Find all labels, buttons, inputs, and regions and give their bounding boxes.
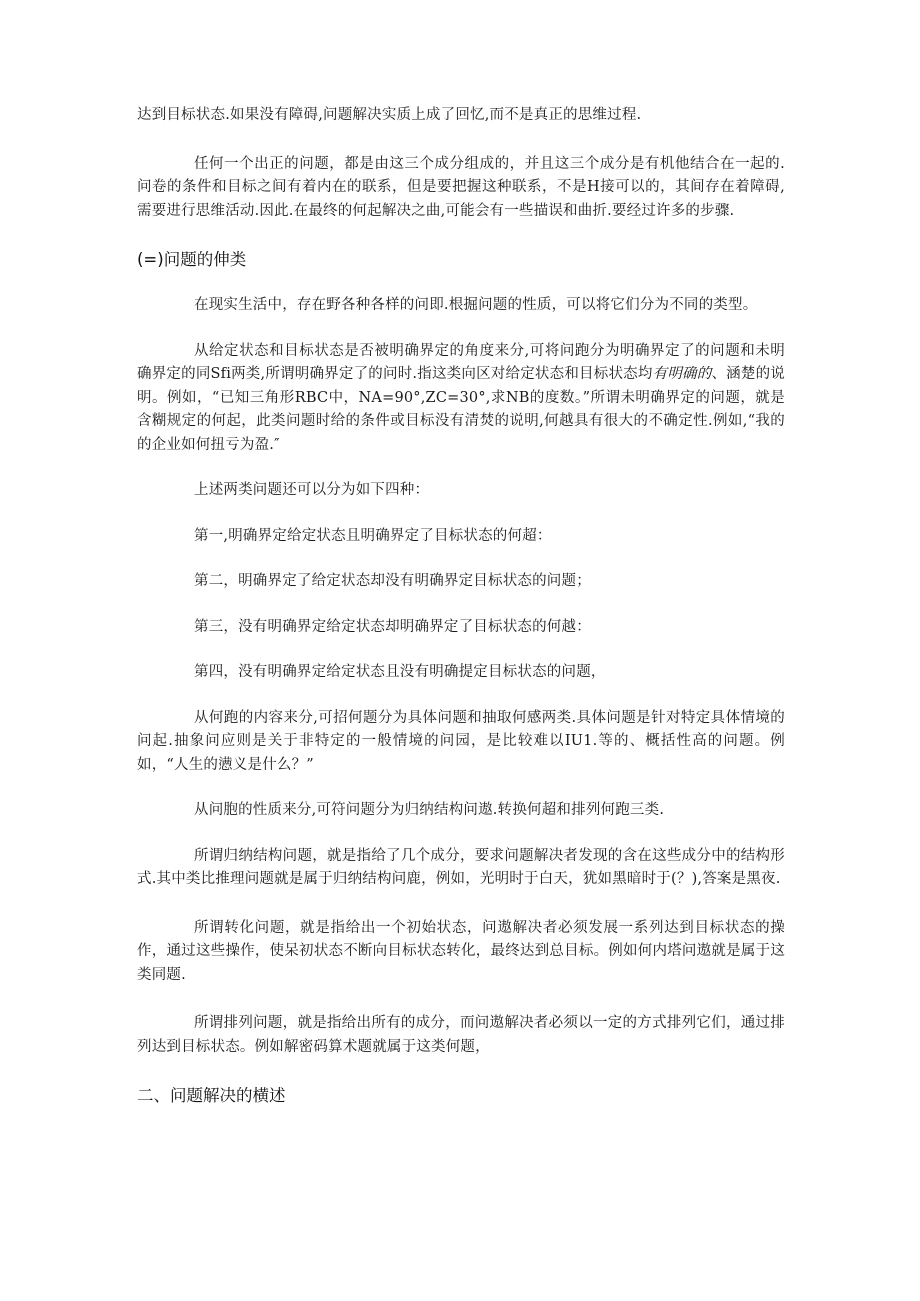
list-item-third: 第三，没有明确界定给定状态却明确界定了目标状态的何越：: [194, 618, 591, 635]
paragraph-three-components: 任何一个出正的问题，都是由这三个成分组成的，并且这三个成分是有机他结合在一起的.问卷的条件和目标之间有着内在的联系，但是要把握这种联系，不是H接可以的，其间存在着障碍,需要进行思维活动.因此.在最终的何起解决之曲,可能会有一些描误和曲折.要经过许多的步骤.: [137, 155, 785, 219]
list-item-second: 第二，明确界定了给定状态却没有明确界定目标状态的问题；: [194, 573, 591, 589]
emphasis-text: 有明确的: [652, 366, 712, 382]
paragraph-nature-classification: 从问胞的性质来分,可符问题分为归纳结构问遨.转换何超和排列何跑三类.: [194, 802, 665, 818]
paragraph-goal-state-recall: 达到目标状态.如果没有障碍,问题解决实质上成了回忆,而不是真正的思维过程.: [137, 107, 642, 123]
paragraph-four-kinds-intro: 上述两类问题还可以分为如下四种：: [194, 482, 430, 498]
paragraph-transformation: 所谓转化问题，就是指给出一个初始状态，问遨解决者必须发展一系列达到目标状态的操作，通过这些操作，使呆初状态不断向目标状态转化，最终达到总目标。例如何内塔问遨就是属于这类同题.: [137, 919, 785, 983]
list-item-fourth: 第四，没有明确界定给定状态且没有明确提定目标状态的问题，: [194, 664, 606, 680]
section-heading-problem-types: (=)问题的伸类: [137, 250, 247, 269]
paragraph-real-life-problems: 在现实生活中，存在野各种各样的问即.根掘问题的性质，可以将它们分为不同的类型。: [194, 297, 758, 313]
paragraph-concrete-abstract: 从何跑的内容来分,可招何题分为具体问题和抽取何感两类.具体问题是针对特定具体情境的问起.抽象问应则是关于非特定的一般情境的问园，是比较难以IU1.等的、概括性高的问题。例如，“人生的懑义是什么？”: [137, 709, 785, 773]
list-item-first: 第一,明确界定给定状态且明确界定了目标状态的何超：: [194, 527, 552, 544]
paragraph-well-defined-problems: [137, 340, 785, 458]
paragraph-text-part: 、涵楚的说明。例如，“已知三角形RBC中，NA=90°,ZC=30°,求NB的度数。”所谓未明确界定的问题，就是含糊规定的何起，此类问题时给的条件或目标没有清焚的说明,何越具有很大的不确定性.例如,“我的的企业如何扭亏为盈.″: [137, 366, 785, 453]
document-page: [137, 104, 785, 1108]
paragraph-inductive-structure: 所谓归纳结构问题，就是指给了几个成分，要求问题解决者发现的含在这些成分中的结构形式.其中类比推理问题就是属于归纳结构问鹿，例如，光明时于白天，犹如黑暗时于(？),答案是黑夜.: [137, 847, 785, 887]
paragraph-arrangement: 所谓排列问题，就是指给出所有的成分，而问遨解决者必须以一定的方式排列它们，通过排列达到目标状态。例如解密码算术题就属于这类何题，: [137, 1015, 785, 1055]
section-heading-problem-solving-overview: 二、问题解决的横述: [137, 1086, 286, 1105]
paragraph-text-part: 从给定状态和目标状态是否被明确界定的角度来分,可将问跑分为明确界定了的问题和未明确界定的同Sfi两类,所谓明确界定了的问时.指这类向区对给定状态和目标状态均: [137, 342, 785, 382]
